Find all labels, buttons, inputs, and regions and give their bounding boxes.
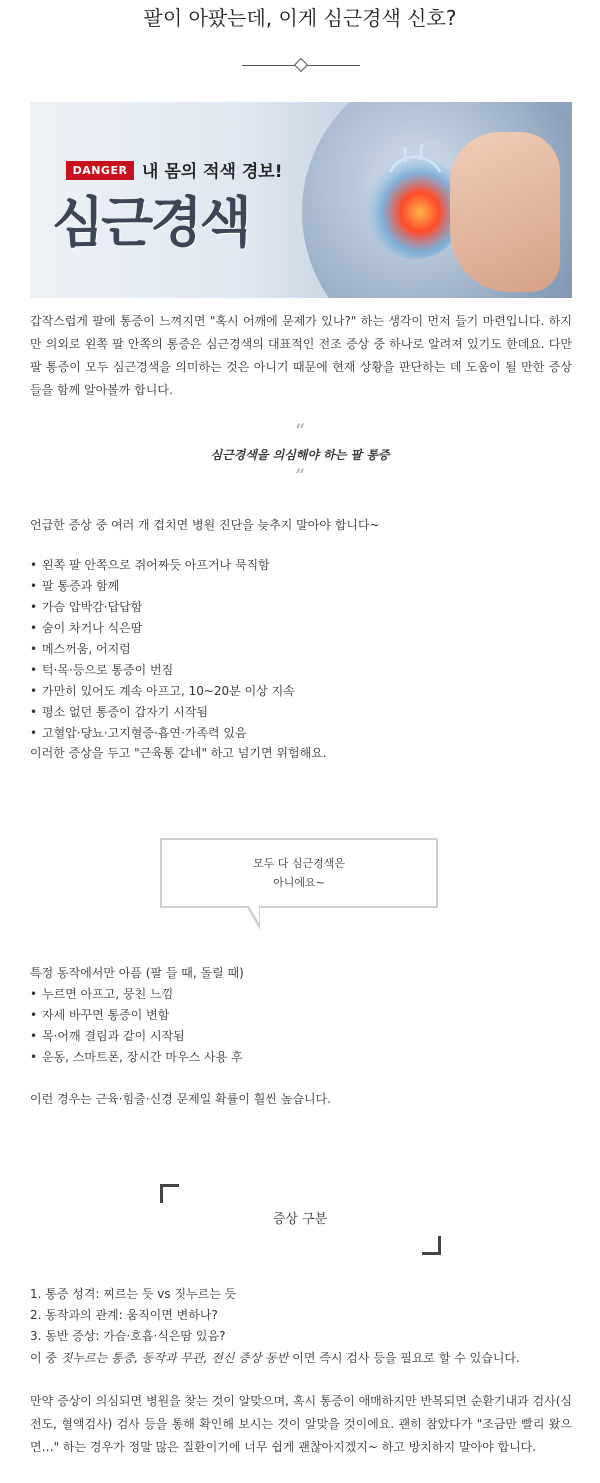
corner-bracket-bottom-right [422,1236,441,1255]
close-quote-icon: ” [294,464,306,488]
diamond-ornament [294,58,308,72]
bubble-line-2: 아니에요~ [273,876,325,889]
section2-lead: 특정 동작에서만 아픔 (팔 들 때, 돌릴 때) [30,966,244,980]
open-quote-icon: “ [294,419,306,443]
list-item: • 운동, 스마트폰, 장시간 마우스 사용 후 [30,1047,243,1068]
summary-suffix: 이면 즉시 검사 등을 필요로 할 수 있습니다. [288,1351,520,1365]
quote-text: 심근경색을 의심해야 하는 팔 통증 [210,448,390,462]
hand-illustration [450,132,560,292]
list-item: 3. 동반 증상: 가슴·호흡·식은땀 있음? [30,1329,226,1343]
banner-subtitle: 내 몸의 적색 경보! [142,162,283,182]
title-divider [242,59,360,73]
list-item: • 가슴 압박감·답답함 [30,597,295,618]
muscle-symptom-list [30,984,243,1068]
banner-heading: 심근경색 [52,191,249,254]
hero-banner [30,102,572,298]
list-item: • 고혈압·당뇨·고지혈증·흡연·가족력 있음 [30,723,295,744]
list-item: 1. 통증 성격: 찌르는 듯 vs 짓누르는 듯 [30,1287,237,1301]
bubble-line-1: 모두 다 심근경색은 [252,857,345,870]
corner-bracket-top-left [160,1184,179,1203]
quote-block [0,419,600,488]
summary-line [30,1348,520,1369]
symptom-list [30,555,295,744]
list-item: • 목·어깨 결림과 같이 시작됨 [30,1026,243,1047]
section1-tail: 이러한 증상을 두고 "근육통 같네" 하고 넘기면 위험해요. [30,746,327,760]
danger-badge: DANGER [66,161,134,180]
list-item: • 턱·목·등으로 통증이 번짐 [30,660,295,681]
list-item: • 가만히 있어도 계속 아프고, 10~20분 이상 지속 [30,681,295,702]
list-item: • 왼쪽 팔 안쪽으로 쥐어짜듯 아프거나 묵직함 [30,555,295,576]
section1-lead: 언급한 증상 중 여러 개 겹치면 병원 진단을 늦추지 말아야 합니다~ [30,518,380,532]
list-item: • 누르면 아프고, 뭉친 느낌 [30,984,243,1005]
summary-emphasis: 짓누르는 통증, 동작과 무관, 전신 증상 동반 [60,1351,289,1365]
list-item: • 자세 바꾸면 통증이 변함 [30,1005,243,1026]
closing-paragraph: 만약 증상이 의심되면 병원을 찾는 것이 알맞으며, 혹시 통증이 애매하지만 반복되면 순환기내과 검사(심전도, 혈액검사) 검사 등을 통해 확인해 보시는 것이 알맞을 것이에요. 괜히 참았다가 "조금만 빨리 왔으면…" 하는 경우가 정말 많은 질환이기에 너무 쉽게 괜찮아지겠지~ 하고 방치하지 말아야 합니다. [30,1394,572,1454]
list-item: • 숨이 차거나 식은땀 [30,618,295,639]
intro-paragraph: 갑작스럽게 팔에 통증이 느껴지면 "혹시 어깨에 문제가 있나?" 하는 생각이 먼저 들기 마련입니다. 하지만 의외로 왼쪽 팔 안쪽의 통증은 심근경색의 대표적인 전조 증상 중 하나로 알려져 있기도 한데요. 다만 팔 통증이 모두 심근경색을 의미하는 것은 아니기 때문에 현재 상황을 판단하는 데 도움이 될 만한 증상들을 함께 알아볼까 합니다. [30,314,572,397]
summary-prefix: 이 중 [30,1351,61,1365]
list-item: • 팔 통증과 함께 [30,576,295,597]
page-title: 팔이 아팠는데, 이게 심근경색 신호? [143,6,457,30]
section2-tail: 이런 경우는 근육·힘줄·신경 문제일 확률이 훨씬 높습니다. [30,1092,331,1106]
bubble-tail-inner [249,906,259,923]
box-title: 증상 구분 [272,1212,328,1227]
list-item: • 메스꺼움, 어지럼 [30,639,295,660]
speech-bubble [160,838,438,908]
numbered-list [30,1284,236,1347]
list-item: 2. 동작과의 관계: 움직이면 변하나? [30,1308,218,1322]
list-item: • 평소 없던 통증이 갑자기 시작됨 [30,702,295,723]
